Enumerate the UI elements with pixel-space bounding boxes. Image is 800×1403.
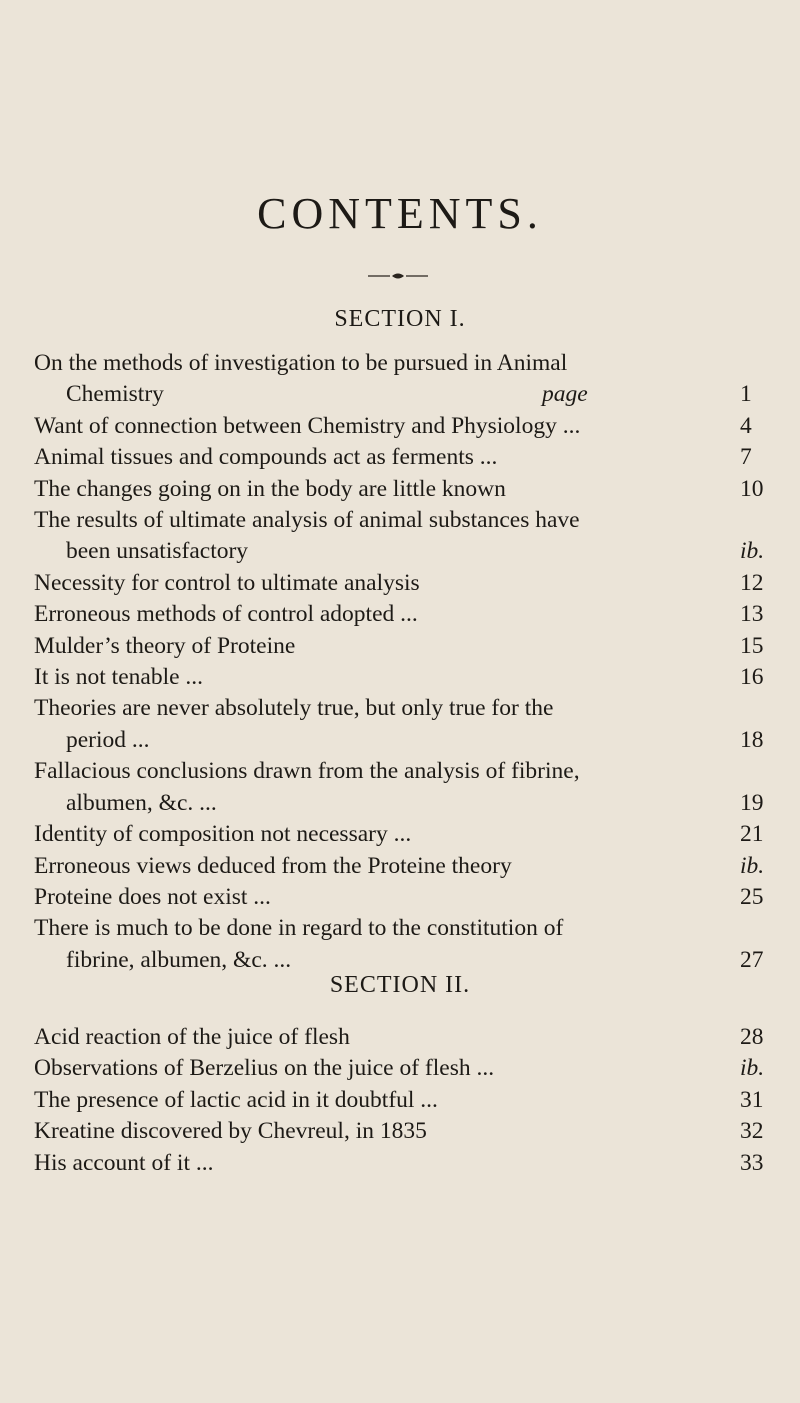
toc-entry (0, 819, 800, 850)
toc-list-section-2 (0, 1022, 800, 1179)
toc-page-number: 33 (740, 1149, 764, 1176)
toc-page-number: 25 (740, 883, 764, 910)
toc-entry (0, 631, 800, 662)
toc-entry-text: Observations of Berzelius on the juice of flesh ... (34, 1055, 495, 1082)
toc-entry-text: Animal tissues and compounds act as ferments ... (34, 444, 498, 471)
section-heading: SECTION I. (334, 306, 466, 332)
toc-entry (0, 1085, 800, 1116)
toc-page-number: 27 (740, 946, 764, 973)
toc-entry (0, 693, 800, 756)
toc-entry (0, 1116, 800, 1147)
toc-entry-text: The presence of lactic acid in it doubtful ... (34, 1086, 438, 1113)
toc-entry (0, 662, 800, 693)
toc-entry-text: It is not tenable ... (34, 664, 204, 691)
toc-entry-text: His account of it ... (34, 1149, 214, 1176)
page-label: page (542, 381, 588, 408)
toc-page-number: ib. (740, 538, 765, 565)
toc-entry-text: been unsatisfactory (66, 538, 249, 565)
toc-page-number: 18 (740, 726, 764, 753)
toc-page-number: 21 (740, 821, 764, 848)
toc-entry (0, 442, 800, 473)
toc-entry-text: The results of ultimate analysis of animal substances have (34, 507, 580, 534)
toc-page-number: 1 (740, 381, 752, 408)
toc-entry-text: Want of connection between Chemistry and Physiology ... (34, 412, 581, 439)
toc-entry-text: Erroneous methods of control adopted ... (34, 601, 418, 628)
toc-entry (0, 411, 800, 442)
toc-entry-text: On the methods of investigation to be pursued in Animal (34, 350, 568, 376)
toc-entry-text: fibrine, albumen, &c. ... (66, 946, 292, 973)
toc-entry-text: period ... (66, 726, 150, 753)
toc-entry-text: albumen, &c. ... (66, 789, 217, 816)
toc-entry-text: Identity of composition not necessary ... (34, 821, 412, 848)
toc-entry-text: Necessity for control to ultimate analysis (34, 569, 420, 596)
toc-entry (0, 756, 800, 819)
toc-entry-text: Proteine does not exist ... (34, 883, 271, 910)
toc-page-number: 19 (740, 789, 764, 816)
toc-entry-text: Mulder’s theory of Proteine (34, 632, 296, 659)
toc-page-number: 32 (740, 1118, 764, 1145)
toc-entry (0, 913, 800, 976)
toc-entry-text: The changes going on in the body are little known (34, 475, 506, 502)
section-heading: SECTION II. (329, 972, 471, 998)
toc-entry-text: There is much to be done in regard to the constitution of (34, 915, 564, 942)
toc-entry (0, 568, 800, 599)
toc-entry (0, 1022, 800, 1053)
toc-entry (0, 348, 800, 411)
toc-page-number: 10 (740, 475, 764, 502)
toc-entry (0, 1053, 800, 1084)
toc-entry (0, 474, 800, 505)
toc-page-number: 12 (740, 569, 764, 596)
toc-entry-text: Chemistry page (0, 379, 734, 410)
toc-page-number: 4 (740, 412, 752, 439)
toc-page-number: 28 (740, 1024, 764, 1050)
toc-entry (0, 851, 800, 882)
toc-entry-text: Erroneous views deduced from the Proteine theory (34, 852, 512, 879)
toc-entry (0, 1148, 800, 1179)
toc-page-number: 15 (740, 632, 764, 659)
toc-page-number: 16 (740, 664, 764, 691)
toc-entry-text: Kreatine discovered by Chevreul, in 1835 (34, 1118, 427, 1145)
ornamental-rule (368, 270, 428, 282)
toc-entry (0, 505, 800, 568)
toc-page-number: 13 (740, 601, 764, 628)
toc-page-number: 7 (740, 444, 752, 471)
toc-list-section-1 (0, 348, 800, 976)
toc-entry (0, 599, 800, 630)
toc-entry-text: Fallacious conclusions drawn from the analysis of fibrine, (34, 758, 580, 785)
page-title: CONTENTS. (257, 189, 543, 238)
toc-page-number: ib. (740, 1055, 765, 1082)
toc-page-number: 31 (740, 1086, 764, 1113)
toc-entry (0, 882, 800, 913)
toc-page-number: ib. (740, 852, 765, 879)
toc-entry-text: Acid reaction of the juice of flesh (34, 1024, 350, 1050)
toc-entry-text: Theories are never absolutely true, but only true for the (34, 695, 554, 722)
